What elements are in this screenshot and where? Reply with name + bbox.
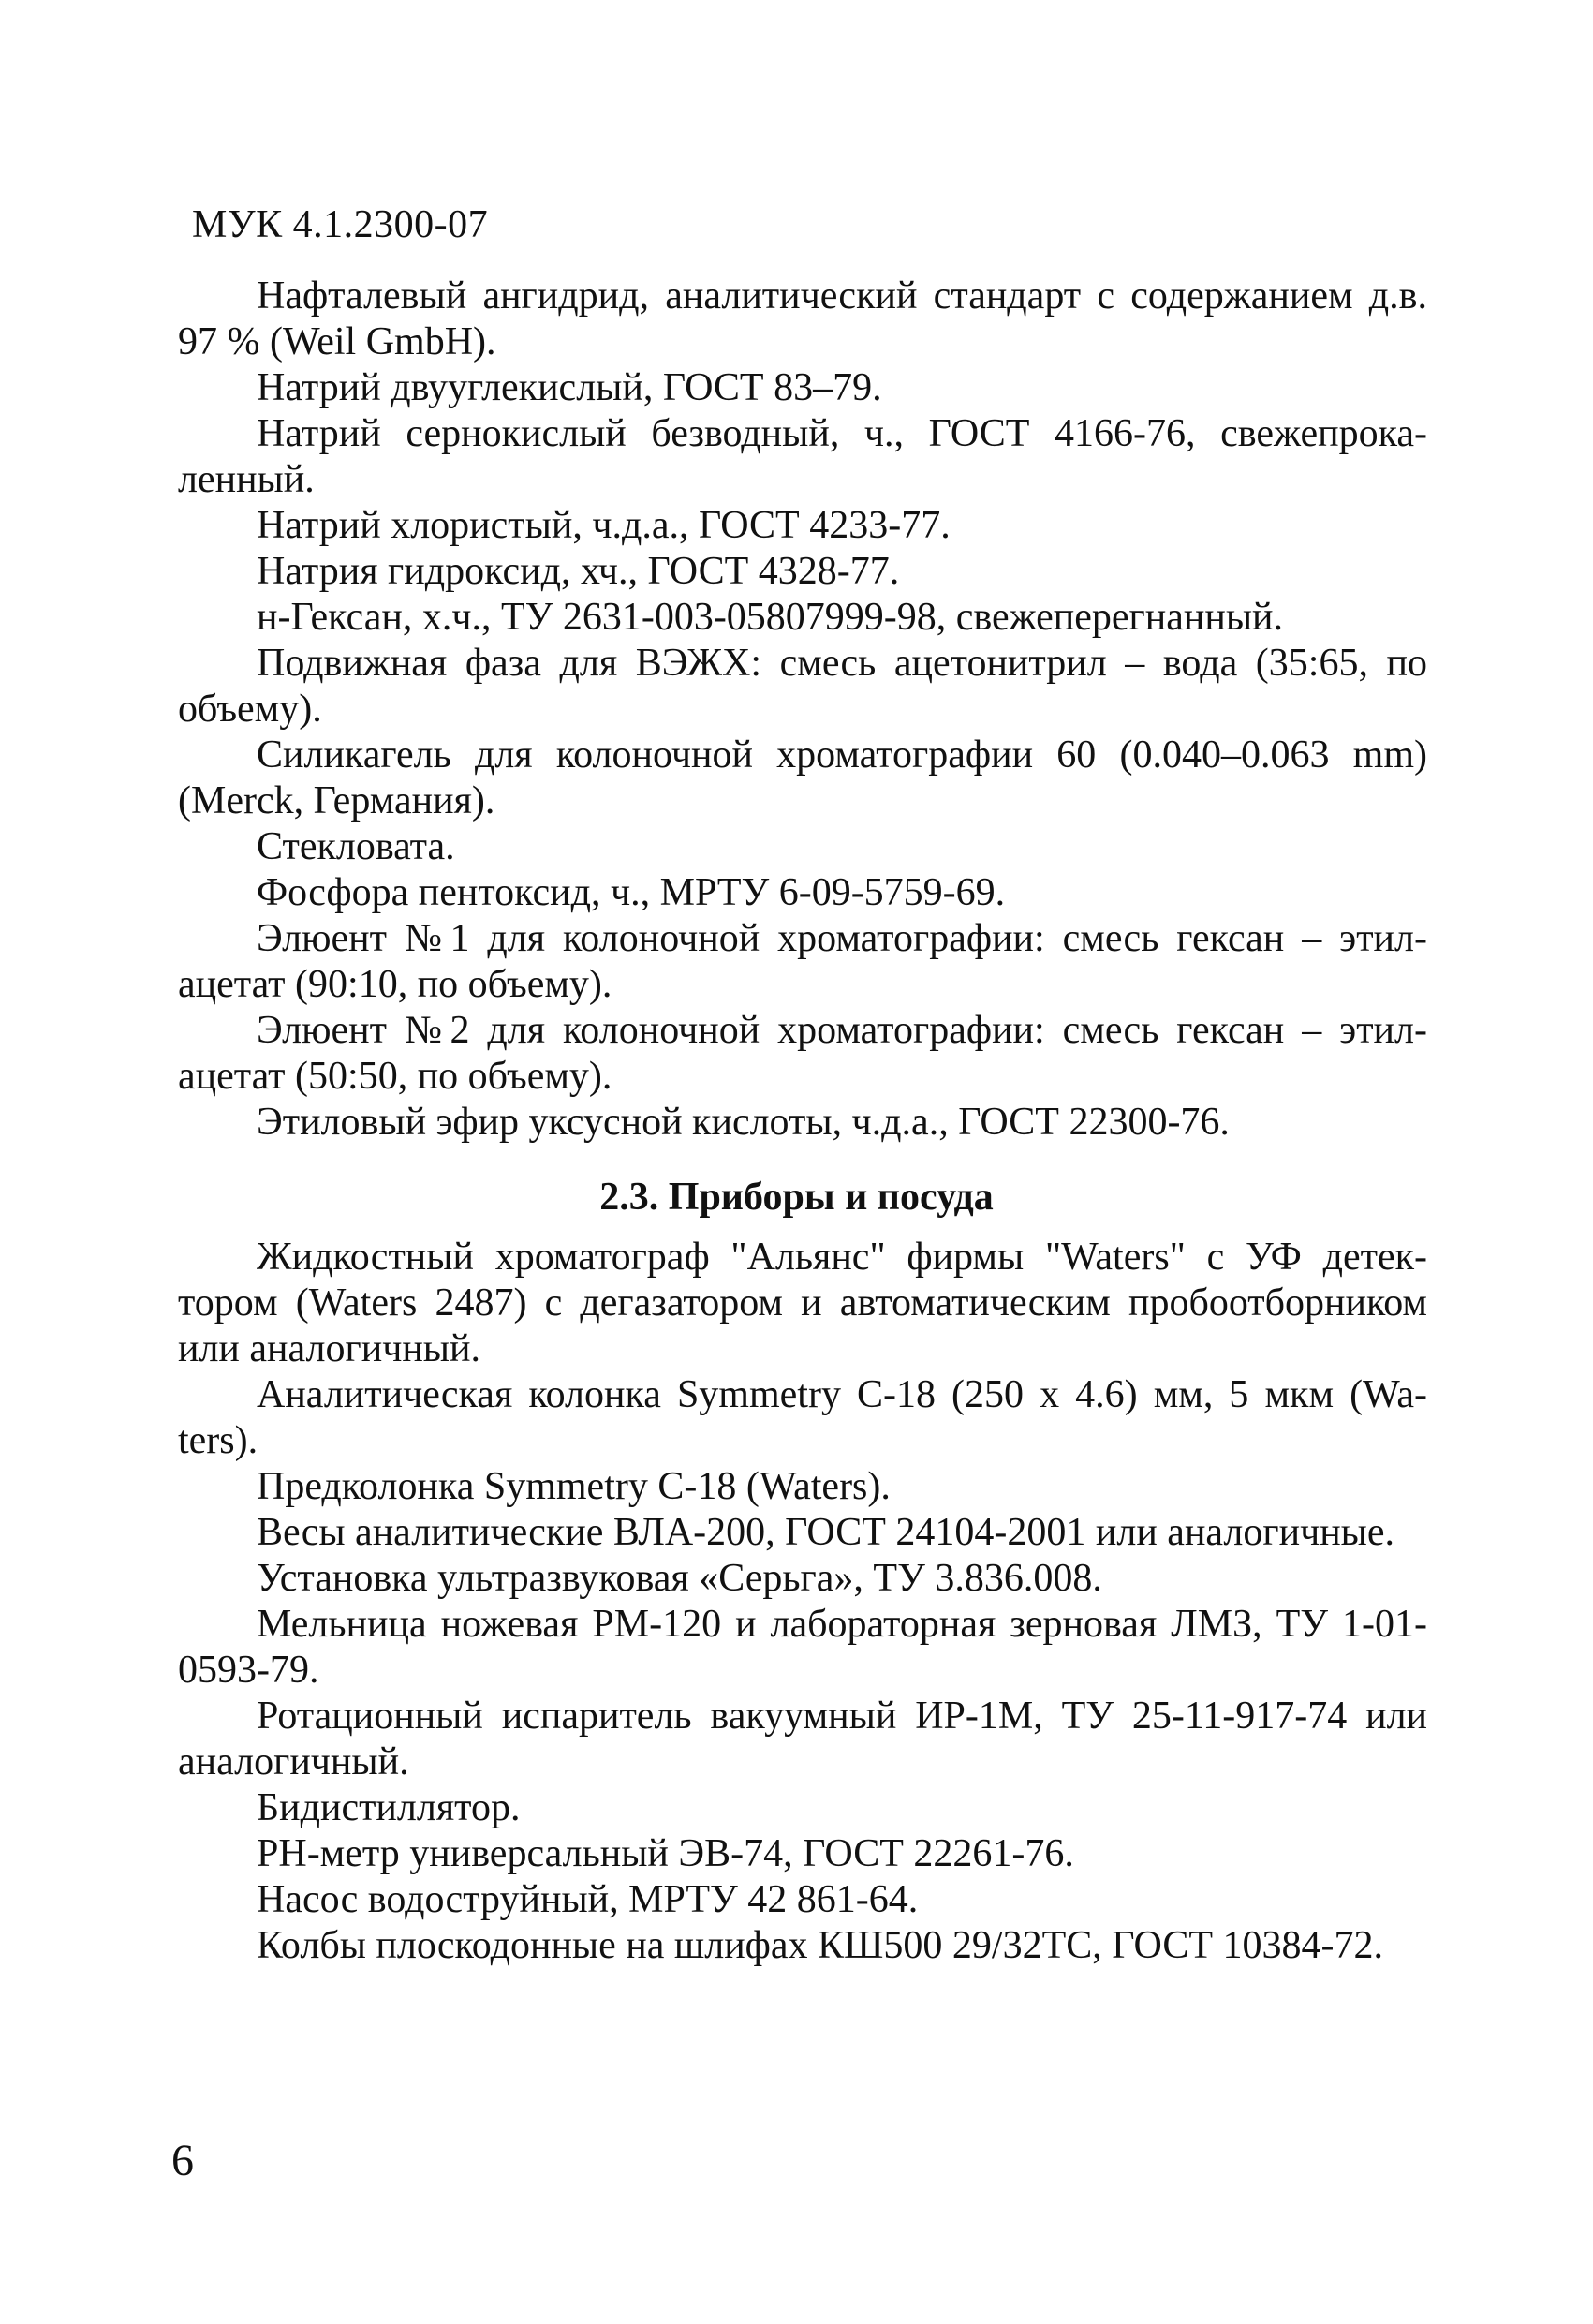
reagent-item: Стекловата. (257, 825, 455, 868)
equipment-item: Мельница ножевая РМ-120 и лабораторная зерновая ЛМЗ, ТУ 1-01-0593-79. (178, 1603, 1427, 1692)
equipment-item: Установка ультразвуковая «Серьга», ТУ 3.836.008. (257, 1557, 1102, 1600)
equipment-item: Весы аналитические ВЛА-200, ГОСТ 24104-2001 или аналогичные. (257, 1511, 1395, 1554)
equipment-item: Предколонка Symmetry C-18 (Waters). (257, 1465, 891, 1508)
reagent-item: Фосфора пентоксид, ч., МРТУ 6-09-5759-69. (257, 871, 1006, 914)
equipment-item: Жидкостный хроматограф "Альянс" фирмы "Waters" с УФ детектором (Waters 2487) с дегазатором и автоматическим пробоотборником или аналогичный. (178, 1236, 1427, 1370)
reagent-item: Подвижная фаза для ВЭЖХ: смесь ацетонитрил – вода (35:65, по объему). (178, 642, 1427, 731)
reagent-item: н-Гексан, х.ч., ТУ 2631-003-05807999-98, свежеперегнанный. (257, 596, 1284, 639)
reagent-item: Натрий хлористый, ч.д.а., ГОСТ 4233-77. (257, 504, 951, 547)
reagent-item: Этиловый эфир уксусной кислоты, ч.д.а., ГОСТ 22300-76. (257, 1101, 1230, 1144)
reagent-item: Силикагель для колоночной хроматографии 60 (0.040–0.063 mm) (Merck, Германия). (178, 733, 1427, 822)
equipment-item: Аналитическая колонка Symmetry C-18 (250 x 4.6) мм, 5 мкм (Waters). (178, 1373, 1427, 1462)
page-number: 6 (171, 2136, 194, 2185)
document-header: МУК 4.1.2300-07 (192, 203, 489, 246)
reagent-item: Элюент №2 для колоночной хроматографии: смесь гексан – этилацетат (50:50, по объему). (178, 1009, 1427, 1098)
equipment-item: Колбы плоскодонные на шлифах КШ500 29/32ТС, ГОСТ 10384-72. (257, 1924, 1383, 1967)
reagent-item: Элюент №1 для колоночной хроматографии: смесь гексан – этилацетат (90:10, по объему). (178, 917, 1427, 1006)
equipment-item: Ротационный испаритель вакуумный ИР-1М, ТУ 25-11-917-74 или аналогичный. (178, 1695, 1427, 1784)
reagent-item: Натрий двууглекислый, ГОСТ 83–79. (257, 366, 882, 409)
equipment-item: Бидистиллятор. (257, 1786, 521, 1829)
reagents-list (178, 274, 1427, 1146)
reagent-item: Натрия гидроксид, хч., ГОСТ 4328-77. (257, 550, 900, 593)
reagent-item: Натрий сернокислый безводный, ч., ГОСТ 4166-76, свежепрокаленный. (178, 412, 1427, 501)
equipment-list (178, 1235, 1427, 1969)
equipment-item: Насос водоструйный, МРТУ 42 861-64. (257, 1878, 919, 1921)
section-heading: 2.3. Приборы и посуда (599, 1176, 994, 1219)
equipment-item: PH-метр универсальный ЭВ-74, ГОСТ 22261-76. (257, 1832, 1074, 1875)
reagent-item: Нафталевый ангидрид, аналитический стандарт с содержанием д.в. 97 % (Weil GmbH). (178, 274, 1427, 363)
